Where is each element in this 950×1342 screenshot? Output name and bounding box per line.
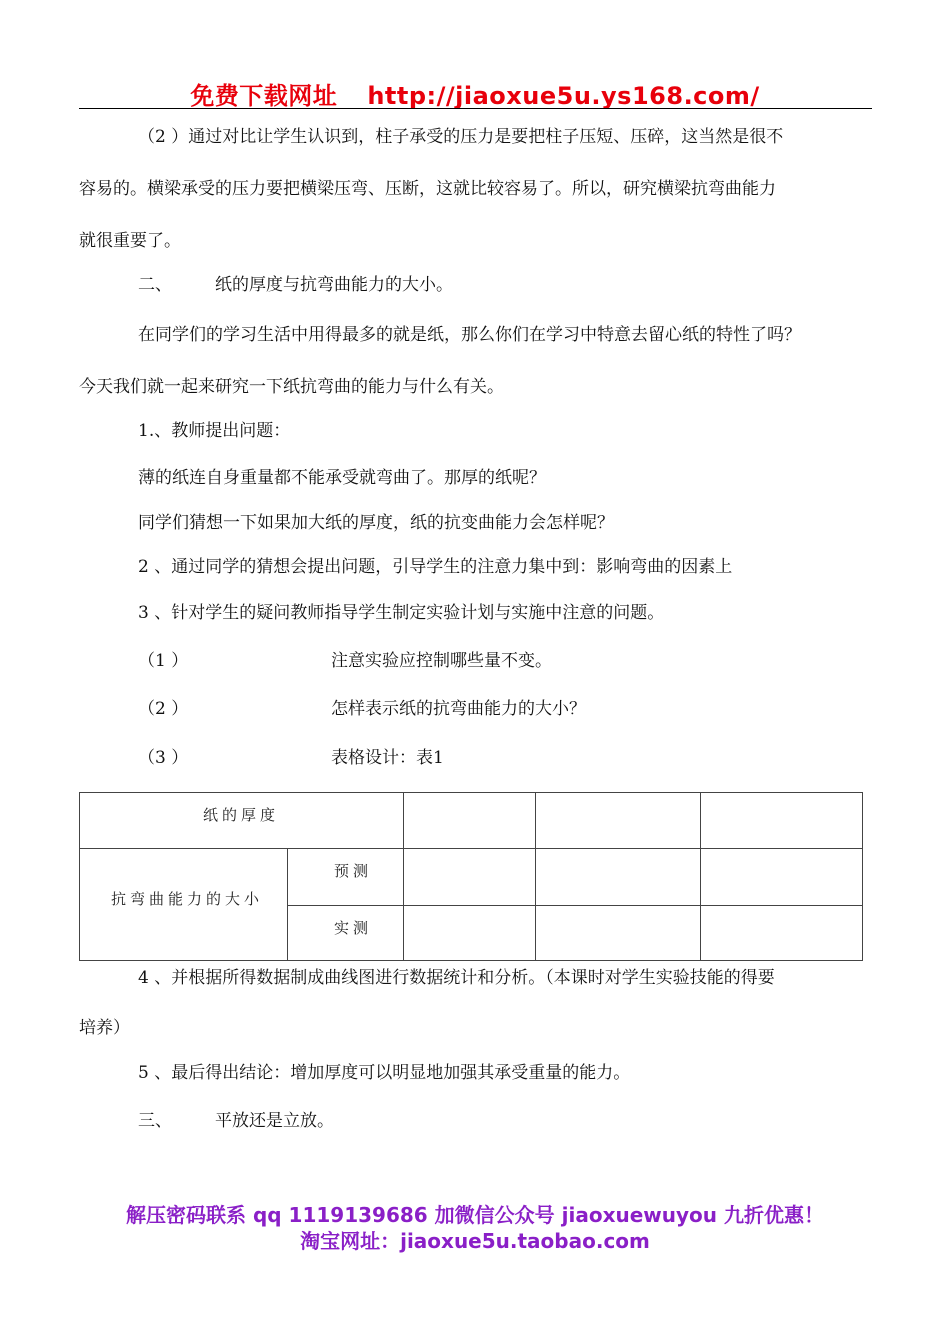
header-title: 免费下载网址 (190, 82, 338, 110)
list-item: 5 、最后得出结论：增加厚度可以明显地加强其承受重量的能力。 (138, 1063, 631, 1083)
list-item: 3 、针对学生的疑问教师指导学生制定实验计划与实施中注意的问题。 (138, 603, 665, 623)
paragraph-line: 容易的。横梁承受的压力要把横梁压弯、压断，这就比较容易了。所以，研究横梁抗弯曲能力 (79, 179, 776, 199)
footer-contact: 解压密码联系 qq 1119139686 加微信公众号 jiaoxuewuyou 九折优惠！ (126, 1203, 824, 1227)
table-border (535, 792, 536, 960)
header-url-link[interactable]: http://jiaoxue5u.ys168.com/ (367, 82, 760, 110)
sub-item-number: （2 ） (138, 699, 189, 719)
paragraph-line: （2 ）通过对比让学生认识到，柱子承受的压力是要把柱子压短、压碎，这当然是很不 (138, 127, 784, 147)
section-title: 平放还是立放。 (215, 1111, 334, 1131)
table-border (862, 792, 863, 960)
table-border (79, 792, 80, 960)
sub-item-text: 表格设计：表1 (331, 748, 444, 768)
section-number: 二、 (138, 275, 172, 295)
table-border (79, 960, 863, 961)
table-border (79, 848, 863, 849)
table-header-bending-ability: 抗弯曲能力的大小 (111, 890, 264, 908)
section-number: 三、 (138, 1111, 172, 1131)
list-item: 1.、教师提出问题： (138, 421, 291, 441)
sub-item-number: （1 ） (138, 651, 189, 671)
sub-item-text: 注意实验应控制哪些量不变。 (331, 651, 552, 671)
table-border (287, 848, 288, 960)
table-border (79, 792, 863, 793)
table-border (700, 792, 701, 960)
data-table (79, 792, 863, 961)
paragraph-line: 就很重要了。 (79, 231, 181, 251)
paragraph-line: 同学们猜想一下如果加大纸的厚度，纸的抗变曲能力会怎样呢？ (138, 513, 614, 533)
table-cell-predict: 预测 (334, 862, 373, 880)
table-border (403, 792, 404, 960)
paragraph-line: 在同学们的学习生活中用得最多的就是纸，那么你们在学习中特意去留心纸的特性了吗？ (138, 325, 801, 345)
sub-item-number: （3 ） (138, 748, 189, 768)
table-border (287, 905, 863, 906)
table-cell-actual: 实测 (334, 919, 373, 937)
paragraph-line: 薄的纸连自身重量都不能承受就弯曲了。那厚的纸呢？ (138, 468, 546, 488)
sub-item-text: 怎样表示纸的抗弯曲能力的大小？ (331, 699, 586, 719)
footer-shop-link[interactable]: 淘宝网址：jiaoxue5u.taobao.com (300, 1229, 650, 1253)
header-rule (79, 108, 872, 109)
list-item: 2 、通过同学的猜想会提出问题，引导学生的注意力集中到：影响弯曲的因素上 (138, 557, 733, 577)
paragraph-line: 今天我们就一起来研究一下纸抗弯曲的能力与什么有关。 (79, 377, 504, 397)
list-item: 4 、并根据所得数据制成曲线图进行数据统计和分析。（本课时对学生实验技能的得要 (138, 968, 775, 988)
section-title: 纸的厚度与抗弯曲能力的大小。 (215, 275, 453, 295)
paragraph-line: 培养） (79, 1018, 130, 1038)
table-header-thickness: 纸的厚度 (203, 806, 280, 824)
header-banner (0, 76, 950, 111)
